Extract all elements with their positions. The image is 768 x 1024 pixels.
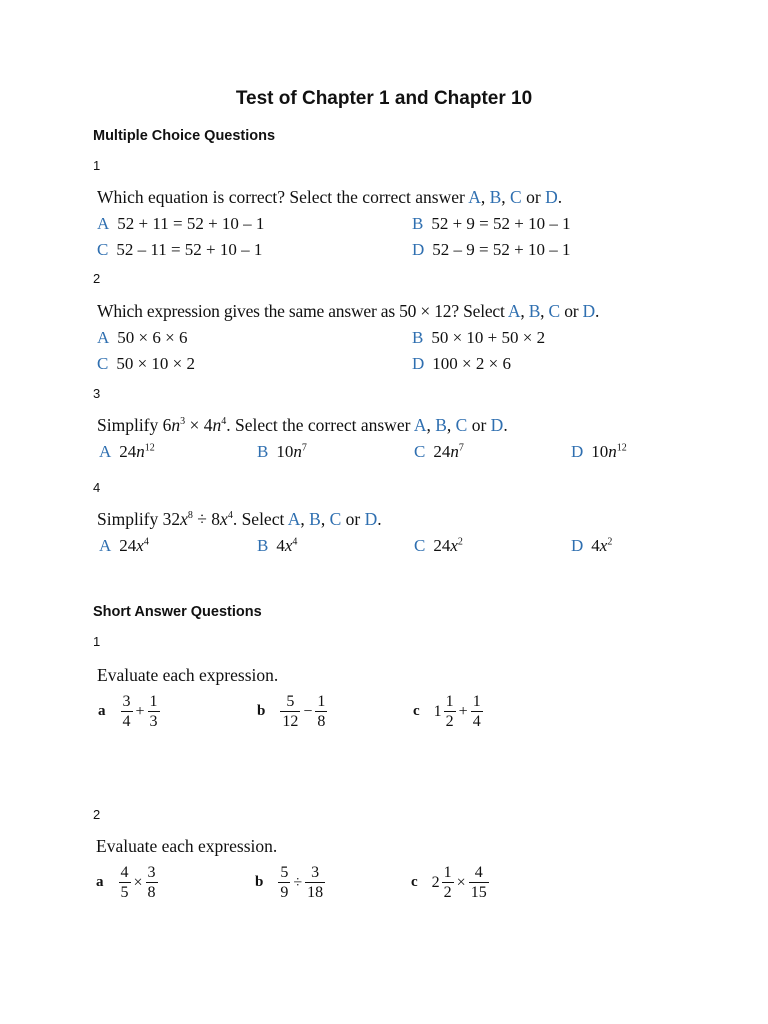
option-b[interactable]: B 50 × 10 + 50 × 2 (412, 328, 546, 347)
expression-part-c: c 1 $\frac{1}{2}$ + $\frac{1}{4}$ (413, 693, 481, 730)
option-c[interactable]: C $24x^2$ (414, 536, 463, 555)
option-c[interactable]: C $24n^7$ (414, 442, 464, 461)
option-d[interactable]: D 100 × 2 × 6 (412, 354, 511, 373)
fraction: $\frac{1}{8}$ (317, 693, 326, 730)
fraction: $\frac{3}{8}$ (147, 864, 156, 901)
question-stem: Evaluate each expression. (97, 665, 279, 685)
option-b[interactable]: B 52 + 9 = 52 + 10 – 1 (412, 214, 571, 233)
fraction: $\frac{3}{18}$ (307, 864, 324, 901)
fraction: $\frac{1}{4}$ (472, 693, 481, 730)
option-d[interactable]: D $10n^{12}$ (571, 442, 627, 461)
question-stem: Simplify $6n^3 \times 4n^4$. Select the correct answer A, B, C or D. (97, 415, 508, 435)
fraction: $\frac{1}{2}$ (443, 864, 452, 901)
expression-part-a: a $\frac{4}{5}$ × $\frac{3}{8}$ (96, 864, 156, 901)
question-stem: Evaluate each expression. (96, 836, 278, 856)
question-number: 2 (93, 271, 101, 286)
fraction: $\frac{5}{9}$ (280, 864, 289, 901)
option-a[interactable]: A 50 × 6 × 6 (97, 328, 188, 347)
fraction: $\frac{5}{12}$ (282, 693, 299, 730)
fraction: $\frac{1}{2}$ (445, 693, 454, 730)
fraction: $\frac{3}{4}$ (122, 693, 131, 730)
question-number: 1 (93, 634, 101, 649)
expression-part-a: a $\frac{3}{4}$ + $\frac{1}{3}$ (98, 693, 158, 730)
option-c[interactable]: C 52 – 11 = 52 + 10 – 1 (97, 240, 263, 259)
question-number: 1 (93, 158, 101, 173)
option-c[interactable]: C 50 × 10 × 2 (97, 354, 196, 373)
fraction: $\frac{1}{3}$ (149, 693, 158, 730)
option-a[interactable]: A $24x^4$ (99, 536, 149, 555)
option-b[interactable]: B $4x^4$ (257, 536, 298, 555)
option-b[interactable]: B $10n^7$ (257, 442, 307, 461)
expression-part-b: b $\frac{5}{9}$ ÷ $\frac{3}{18}$ (255, 864, 324, 901)
expression-part-c: c 2 $\frac{1}{2}$ × $\frac{4}{15}$ (411, 864, 487, 901)
question-number: 3 (93, 386, 101, 401)
option-d[interactable]: D $4x^2$ (571, 536, 613, 555)
question-stem: Which equation is correct? Select the correct answer A, B, C or D. (97, 187, 563, 207)
fraction: $\frac{4}{5}$ (120, 864, 129, 901)
fraction: $\frac{4}{15}$ (470, 864, 487, 901)
option-a[interactable]: A 52 + 11 = 52 + 10 – 1 (97, 214, 265, 233)
question-stem: Which expression gives the same answer as 50 × 12? Select A, B, C or D. (97, 301, 600, 321)
question-number: 2 (93, 807, 101, 822)
expression-part-b: b $\frac{5}{12}$ − $\frac{1}{8}$ (257, 693, 326, 730)
question-number: 4 (93, 480, 101, 495)
section-heading-multiple-choice: Multiple Choice Questions (93, 128, 276, 144)
option-d[interactable]: D 52 – 9 = 52 + 10 – 1 (412, 240, 571, 259)
section-heading-short-answer: Short Answer Questions (93, 604, 262, 620)
page-title: Test of Chapter 1 and Chapter 10 (235, 88, 533, 109)
question-stem: Simplify $32x^8 \div 8x^4$. Select A, B, C or D. (97, 509, 382, 529)
option-a[interactable]: A $24n^{12}$ (99, 442, 155, 461)
